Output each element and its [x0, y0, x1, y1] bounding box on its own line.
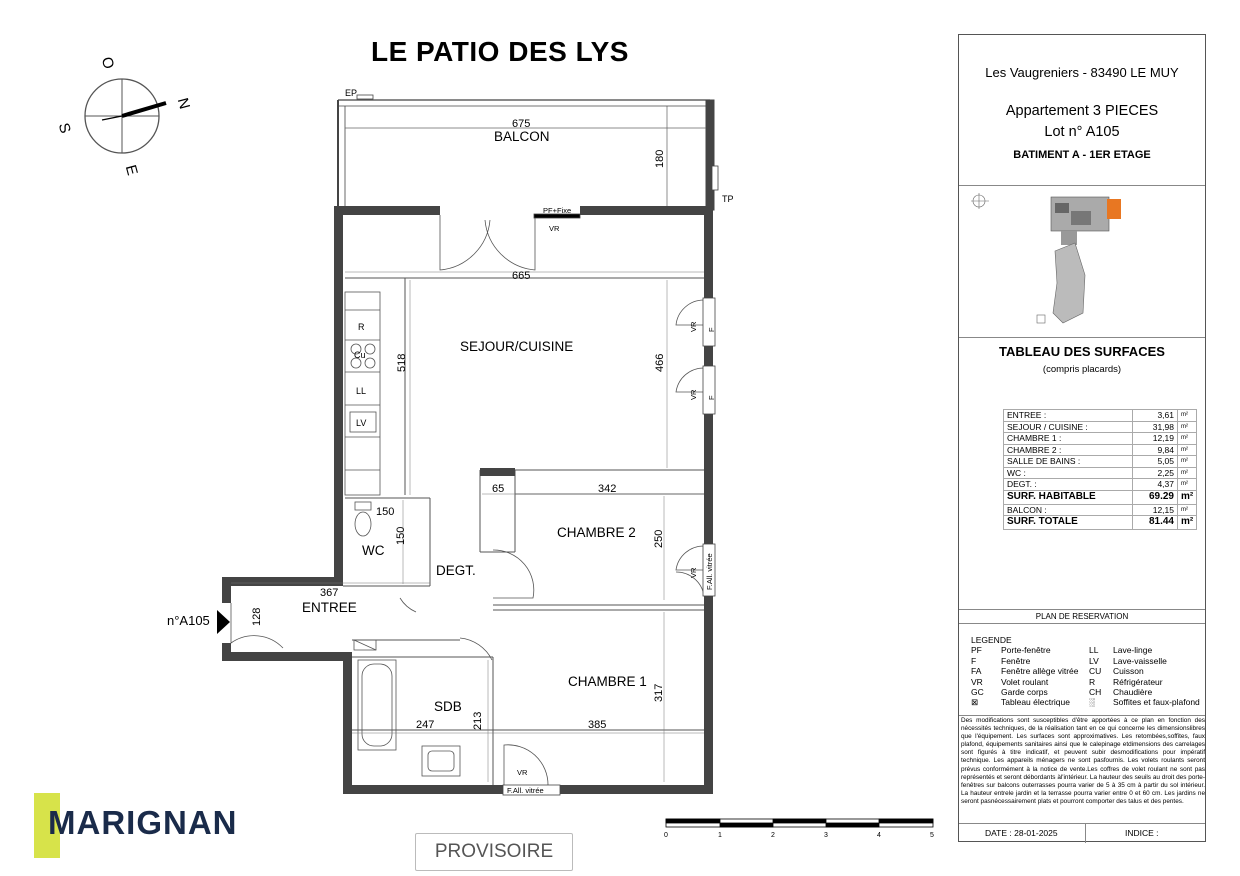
sdb-width: 247 [416, 719, 435, 731]
lot-number: Lot n° A105 [1044, 124, 1120, 140]
table-row: CHAMBRE 1 : 12,19 m² [1004, 433, 1197, 445]
ch1-height: 317 [653, 683, 665, 702]
ch2-small-width: 65 [492, 483, 505, 495]
scale-bar [666, 819, 933, 827]
table-row: SALLE DE BAINS : 5,05 m² [1004, 456, 1197, 468]
fall-label-bottom: F.All. vitrée [507, 786, 544, 795]
f-label-1: F [707, 327, 716, 332]
sejour-height-2: 466 [654, 353, 666, 372]
scale-tick-5: 5 [930, 832, 934, 839]
ep-label: EP [345, 88, 358, 98]
bathtub-icon [358, 660, 396, 750]
vr-label-r3: VR [689, 567, 698, 578]
table-row: DEGT. : 4,37 m² [1004, 479, 1197, 491]
tp-label: TP [722, 194, 734, 204]
brand-logo: MARIGNAN [48, 804, 238, 841]
site-plan [959, 187, 1205, 335]
scale-tick-3: 3 [824, 832, 828, 839]
room-sejour: SEJOUR/CUISINE [460, 339, 574, 354]
electric-panel-icon: ⊠ [971, 697, 979, 708]
sink-icon [422, 746, 460, 776]
legend-row: FA Fenêtre allège vitrée CU Cuisson [971, 666, 1144, 677]
scale-tick-0: 0 [664, 832, 668, 839]
pf-fixe-label: PF+Fixe [543, 206, 572, 215]
dishwasher-label: LV [356, 418, 367, 428]
entree-height: 128 [251, 607, 263, 626]
date: DATE : 28-01-2025 [985, 828, 1058, 838]
fridge-label: R [358, 322, 365, 332]
table-title: TABLEAU DES SURFACES [999, 344, 1165, 359]
compass-e: E [121, 163, 141, 178]
entrance-arrow-icon [217, 610, 230, 634]
toilet-icon [355, 502, 371, 536]
disclaimer-note: Des modifications sont susceptibles d'être apportées à ce plan en fonction des nécessités techniques, de la réalisation tant en ce qui concerne les dimensionslibres que l'équipement. Les surfaces sont approximatives. Les retombées,soffites, faux plafond, équipements sanitaires ainsi que le calepinage etdimensions des carrelages sont figurés à titre indicatif, et peuvent subir desmodifications pour impératif technique. Les appareils ménagers ne sont pasfournis. Les volets roulants seront prévus conformément à la notice de vente.Les coffres de volet roulant ne sont pas représentés et seront débordants àl'intérieur. La hauteur des seuils au droit des porte-fenêtres sur balcons outerrasses pourra varier de 5 à 35 cm à partir du sol intérieur. La hauteur entrele jardin et la terrasse pourra varier entre 0 et 60 cm. Les jardins ne seront pasnécessairement plats et pourront comporter des talus et des pentes. [961, 717, 1205, 805]
legend-row: ⊠ Tableau électrique ░ Soffites et faux-plafond [971, 697, 1200, 708]
vr-label-r1: VR [689, 321, 698, 332]
balcon-row: BALCON : 12,15 m² [1004, 504, 1197, 516]
scale-tick-4: 4 [877, 832, 881, 839]
room-sdb: SDB [434, 699, 462, 714]
door-arcs [231, 215, 704, 785]
scale-tick-2: 2 [771, 832, 775, 839]
batiment: BATIMENT A - 1ER ETAGE [1013, 149, 1151, 161]
vr-label-r2: VR [689, 389, 698, 400]
outer-walls [222, 206, 713, 794]
sdb-height: 213 [472, 711, 484, 730]
lot-highlight [1107, 199, 1121, 219]
table-row: CHAMBRE 2 : 9,84 m² [1004, 444, 1197, 456]
vr-label-bottom: VR [517, 768, 528, 777]
surface-table [1003, 409, 1197, 530]
room-wc: WC [362, 543, 385, 558]
legend: LEGENDE PF Porte-fenêtre LL Lave-linge F Fenêtre LV Lave-vaisselle FA Fenêtre allège vitrée CU Cuisson VR Volet roulant R Réfrigérateur GC Garde corps CH Chaudière ⊠ Tableau électrique ░ Soffites et faux-plafond [971, 635, 1200, 708]
f-label-2: F [707, 395, 716, 400]
room-balcon: BALCON [494, 129, 550, 144]
room-chambre1: CHAMBRE 1 [568, 674, 647, 689]
compass-o: O [97, 55, 118, 71]
table-row: SEJOUR / CUISINE : 31,98 m² [1004, 421, 1197, 433]
apartment-type: Appartement 3 PIECES [1005, 103, 1159, 119]
provisoire-stamp: PROVISOIRE [415, 833, 573, 871]
compass-s: S [54, 121, 74, 136]
scale-tick-1: 1 [718, 832, 722, 839]
surf-totale-row: SURF. TOTALE 81.44 m² [1004, 516, 1197, 530]
table-row: ENTREE : 3,61 m² [1004, 410, 1197, 422]
vr-label-top: VR [549, 224, 560, 233]
washing-machine-label: LL [356, 386, 367, 396]
electric-panel-icon [354, 640, 376, 650]
soffite-icon: ░ [1089, 697, 1096, 708]
lot-marker: n°A105 [167, 613, 210, 628]
balcon-depth: 180 [654, 149, 666, 168]
table-subtitle: (compris placards) [1042, 364, 1122, 375]
room-chambre2: CHAMBRE 2 [557, 525, 636, 540]
room-entree: ENTREE [302, 600, 357, 615]
info-panel [958, 34, 1206, 842]
scale-ticks [664, 832, 934, 839]
table-row: WC : 2,25 m² [1004, 467, 1197, 479]
legend-row: F Fenêtre LV Lave-vaisselle [971, 655, 1167, 666]
ch1-width: 385 [588, 719, 607, 731]
legend-row: GC Garde corps CH Chaudière [971, 686, 1153, 697]
surf-habitable-row: SURF. HABITABLE 69.29 m² [1004, 490, 1197, 504]
ch2-height: 250 [653, 529, 665, 548]
compass-n: N [173, 96, 193, 112]
address: Les Vaugreniers - 83490 LE MUY [985, 65, 1179, 80]
legend-row: VR Volet roulant R Réfrigérateur [971, 676, 1163, 687]
balcon-width: 675 [512, 118, 531, 130]
sejour-height: 518 [396, 353, 408, 372]
legend-row: PF Porte-fenêtre LL Lave-linge [971, 645, 1153, 656]
indice: INDICE : [1125, 828, 1159, 838]
fall-label-right: F.All. vitrée [705, 553, 714, 590]
entree-width: 367 [320, 587, 339, 599]
cooktop-label: Cu [354, 350, 366, 360]
plan-title: PLAN DE RESERVATION [1035, 612, 1129, 621]
room-degt: DEGT. [436, 563, 476, 578]
sejour-width: 665 [512, 270, 531, 282]
ch2-width: 342 [598, 483, 617, 495]
wc-width: 150 [376, 506, 395, 518]
wc-height: 150 [395, 526, 407, 545]
compass-icon [55, 55, 193, 177]
project-title: LE PATIO DES LYS [371, 36, 629, 67]
